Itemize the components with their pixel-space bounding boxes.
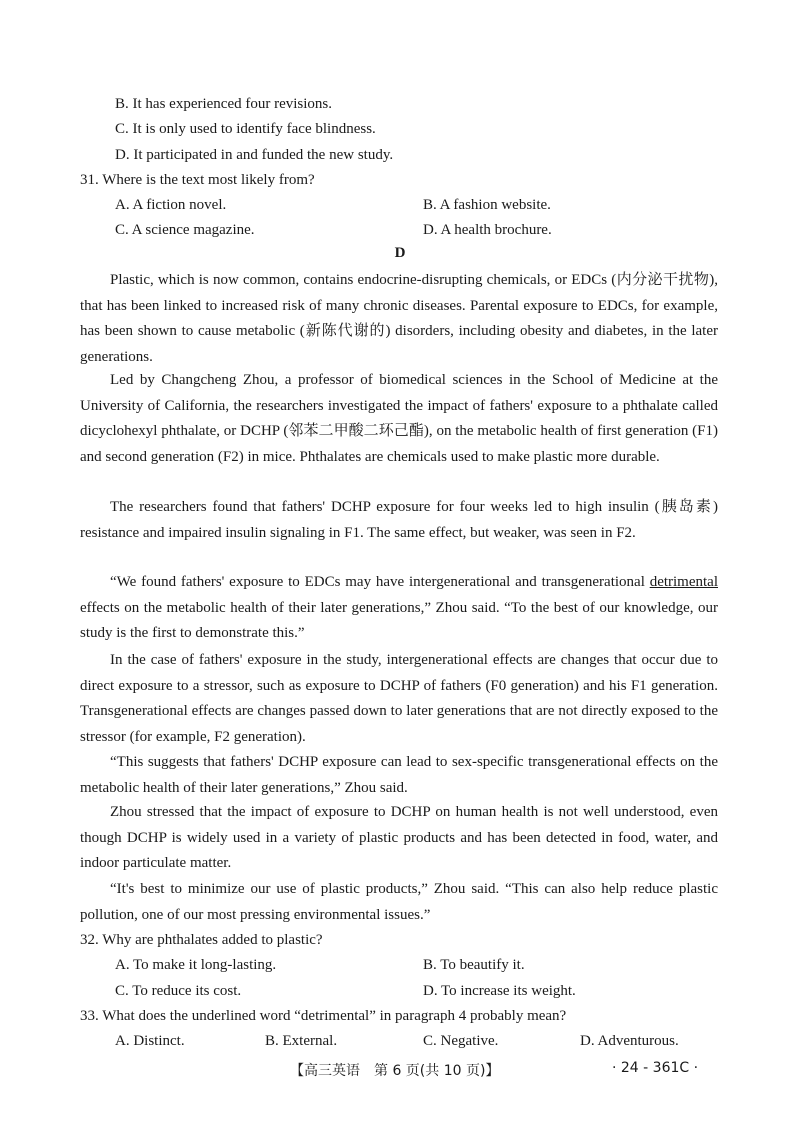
q30-option-b: B. It has experienced four revisions.: [115, 96, 333, 112]
passage-paragraph-5: In the case of fathers' exposure in the study, intergenerational effects are changes that occur due to direct exposure to a stressor, such as exposure to DCHP of fathers (F0 generation) and his F1 generation. Transgenerational effects are changes passed down to later generations that are not directly exposed to the stressor (for example, F2 generation).: [80, 652, 718, 745]
passage-paragraph-7: Zhou stressed that the impact of exposure to DCHP on human health is not well understood, even though DCHP is widely used in a variety of plastic products and has been detected in food, water, and indoor particulate matter.: [80, 804, 718, 871]
q30-option-c: C. It is only used to identify face blindness.: [115, 121, 376, 137]
section-heading: D: [394, 245, 406, 261]
q31-stem: 31. Where is the text most likely from?: [80, 172, 315, 188]
q32-option-c: C. To reduce its cost.: [115, 983, 242, 999]
passage-paragraph-2: Led by Changcheng Zhou, a professor of biomedical sciences in the School of Medicine at the University of California, the researchers investigated the impact of fathers' exposure to a phthalate called dicyclohexyl phthalate, or DCHP (邻苯二甲酸二环己酯), on the metabolic health of first generation (F1) and second generation (F2) in mice. Phthalates are chemicals used to make plastic more durable.: [80, 372, 718, 465]
q31-option-b: B. A fashion website.: [423, 197, 551, 213]
q33-option-a: A. Distinct.: [115, 1033, 185, 1049]
passage-paragraph-1: Plastic, which is now common, contains endocrine-disrupting chemicals, or EDCs (内分泌干扰物), that has been linked to increased risk of many chronic diseases. Parental exposure to EDCs, for example, has been shown to cause metabolic (新陈代谢的) disorders, including obesity and diabetes, in the later generations.: [80, 272, 718, 365]
page-footer-label: 【高三英语 第 6 页(共 10 页)】: [290, 1063, 500, 1079]
passage-paragraph-3: The researchers found that fathers' DCHP exposure for four weeks led to high insulin (胰岛素) resistance and impaired insulin signaling in F1. The same effect, but weaker, was seen in F2.: [80, 499, 718, 541]
passage-paragraph-4: [80, 570, 718, 647]
p4-text-before: “We found fathers' exposure to EDCs may have intergenerational and transgenerational: [110, 574, 650, 590]
q32-option-a: A. To make it long-lasting.: [115, 957, 277, 973]
underlined-word-detrimental: detrimental: [649, 574, 718, 590]
q30-option-d: D. It participated in and funded the new study.: [115, 147, 394, 163]
q33-stem: 33. What does the underlined word “detrimental” in paragraph 4 probably mean?: [80, 1008, 567, 1024]
q31-option-a: A. A fiction novel.: [115, 197, 227, 213]
q32-option-b: B. To beautify it.: [423, 957, 525, 973]
q31-option-d: D. A health brochure.: [423, 222, 552, 238]
passage-paragraph-6: “This suggests that fathers' DCHP exposure can lead to sex-specific transgenerational effects on the metabolic health of their later generations,” Zhou said.: [80, 754, 718, 796]
q33-option-d: D. Adventurous.: [580, 1033, 679, 1049]
q33-option-b: B. External.: [265, 1033, 338, 1049]
page-footer-code: · 24 - 361C ·: [612, 1060, 699, 1076]
p4-text-after: effects on the metabolic health of their later generations,” Zhou said. “To the best of our knowledge, our study is the first to demonstrate this.”: [80, 599, 718, 641]
passage-paragraph-8: “It's best to minimize our use of plastic products,” Zhou said. “This can also help reduce plastic pollution, one of our most pressing environmental issues.”: [80, 881, 718, 923]
q31-option-c: C. A science magazine.: [115, 222, 255, 238]
q32-stem: 32. Why are phthalates added to plastic?: [80, 932, 323, 948]
q32-option-d: D. To increase its weight.: [423, 983, 576, 999]
q33-option-c: C. Negative.: [423, 1033, 499, 1049]
